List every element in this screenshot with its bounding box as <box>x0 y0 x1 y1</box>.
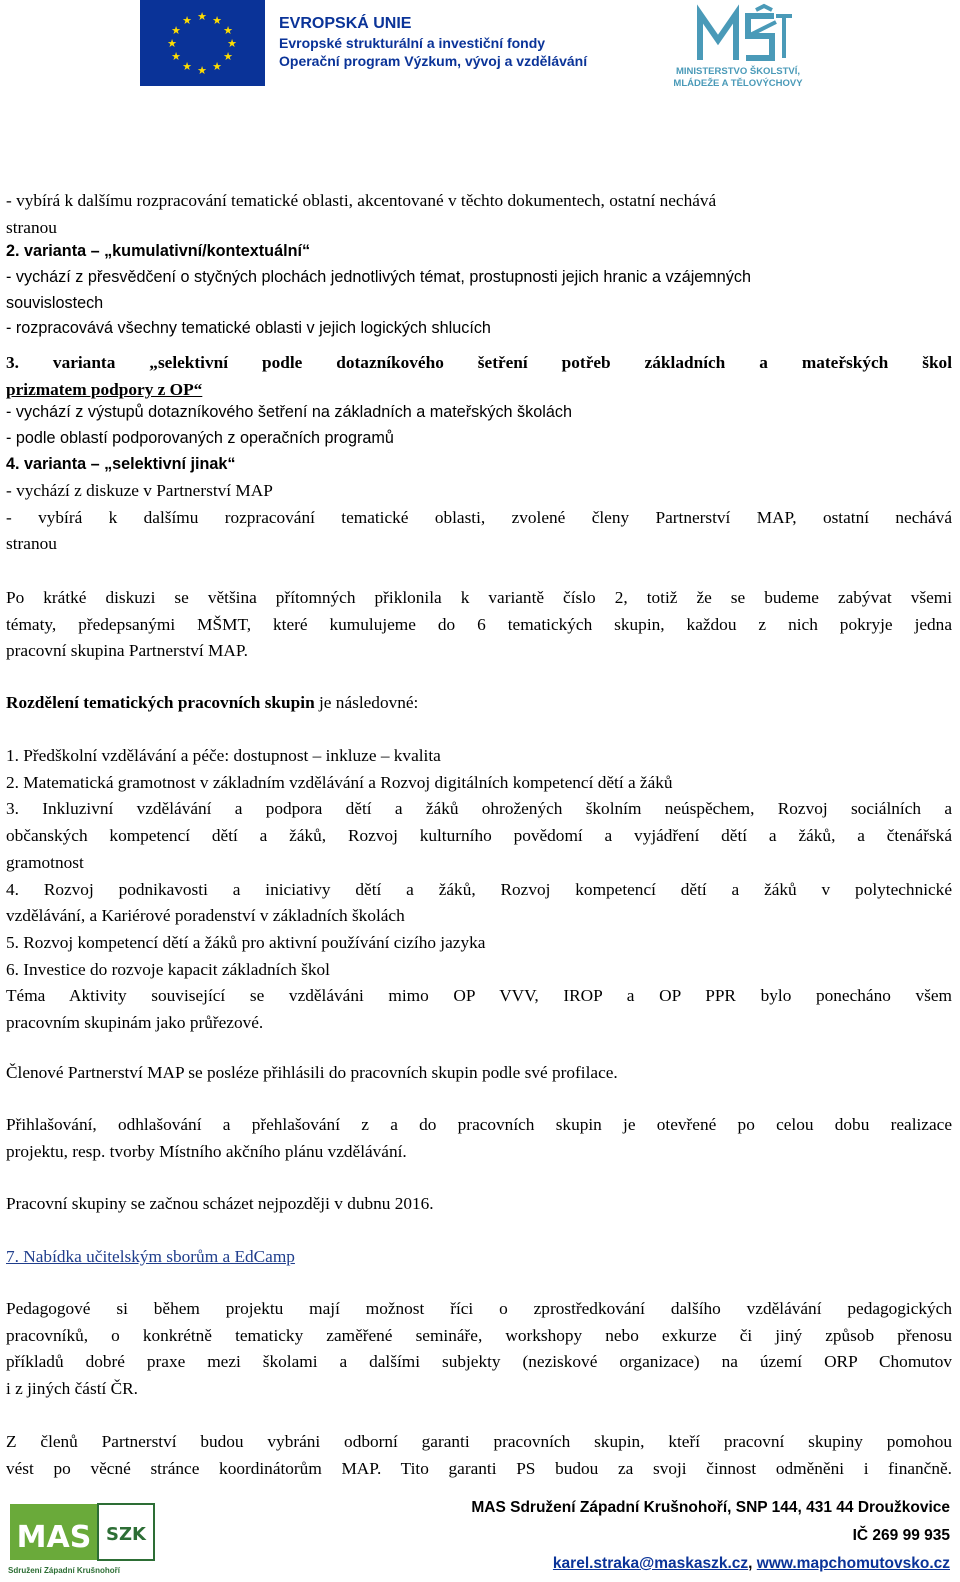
variant-4-heading: 4. varianta – „selektivní jinak“ <box>6 454 236 473</box>
paragraph-teachers <box>6 1296 952 1403</box>
email-link[interactable]: karel.straka@maskaszk.cz <box>552 1555 749 1572</box>
svg-text:★: ★ <box>171 24 181 37</box>
variant-2-heading: 2. varianta – „kumulativní/kontextuální“ <box>6 242 311 260</box>
variant-3-heading-cont: prizmatem podpory z OP“ <box>6 379 203 399</box>
svg-text:★: ★ <box>182 14 192 27</box>
mas-subtitle: Sdružení Západní Krušnohoří <box>8 1566 121 1575</box>
svg-text:★: ★ <box>212 60 222 73</box>
variant-4 <box>6 478 952 558</box>
list-item: 4. Rozvoj podnikavosti a iniciativy dětí a žáků, Rozvoj kompetencí dětí a žáků v polytechnické <box>6 879 952 899</box>
eu-title: EVROPSKÁ UNIE <box>279 15 412 32</box>
groups-heading <box>6 690 952 717</box>
footer-contact <box>330 1494 950 1578</box>
svg-text:SZK: SZK <box>106 1524 146 1545</box>
text-line: tématy, předepsanými MŠMT, které kumulujeme do 6 tematických skupin, každou z nich pokryje jedna <box>6 614 952 634</box>
text-line: vést po věcné stránce koordinátorům MAP. Tito garanti PS budou za svoji činnost odměněni i finančně. <box>6 1458 952 1478</box>
msmt-caption-line2: MLÁDEŽE A TĚLOVÝCHOVY <box>673 78 803 89</box>
text-line: stranou <box>6 534 57 554</box>
variant-3-details <box>6 400 952 477</box>
text-line: Pracovní skupiny se začnou scházet nejpozději v dubnu 2016. <box>6 1194 434 1213</box>
footer-org: MAS Sdružení Západní Krušnohoří, SNP 144, 431 44 Droužkovice <box>471 1499 950 1516</box>
text-line: i z jiných částí ČR. <box>6 1379 138 1399</box>
text-line: Přihlašování, odhlašování a přehlašování z a do pracovních skupin je otevřené po celou dobu realizace <box>6 1115 952 1134</box>
list-item: gramotnost <box>6 852 84 872</box>
text-line: souvislostech <box>6 293 104 312</box>
list-item: vzdělávání, a Kariérové poradenství v základních školách <box>6 906 405 926</box>
text-line: pracovníků, o konkrétně tematicky zaměřené semináře, workshopy nebo exkurze či jiný způsob přenosu <box>6 1325 952 1345</box>
eu-stars-icon <box>140 0 265 86</box>
svg-text:★: ★ <box>197 10 207 23</box>
paragraph-registration <box>6 1112 952 1165</box>
eu-funds: Evropské strukturální a investiční fondy <box>279 35 546 51</box>
text-line: příkladů dobré praxe mezi školami a dalšími subjekty (neziskové organizace) na území ORP Chomutov <box>6 1352 952 1372</box>
list-item: 6. Investice do rozvoje kapacit základních škol <box>6 959 330 979</box>
text-line: projektu, resp. tvorby Místního akčního plánu vzdělávání. <box>6 1141 407 1161</box>
eu-program: Operační program Výzkum, vývoj a vzdělávání <box>279 53 588 69</box>
variant-3-heading: 3. varianta „selektivní podle dotazníkového šetření potřeb základních a mateřských škol <box>6 353 952 372</box>
intro-block <box>6 188 952 241</box>
text-line: Členové Partnerství MAP se posléze přihlásili do pracovních skupin podle své profilace. <box>6 1063 618 1082</box>
msmt-caption-line1: MINISTERSTVO ŠKOLSTVÍ, <box>675 66 801 77</box>
eu-program-text <box>279 14 609 70</box>
text-line: stranou <box>6 217 57 237</box>
text-line: Téma Aktivity související se vzděláváni mimo OP VVV, IROP a OP PPR bylo ponecháno všem <box>6 986 952 1006</box>
footer-ic: IČ 269 99 935 <box>852 1527 950 1544</box>
svg-text:★: ★ <box>223 50 233 63</box>
msmt-logo-icon <box>648 2 828 66</box>
list-item: 5. Rozvoj kompetencí dětí a žáků pro aktivní používání cizího jazyka <box>6 932 486 952</box>
text-line: - vychází z výstupů dotazníkového šetření na základních a mateřských školách <box>6 403 572 421</box>
variant-2 <box>6 239 952 342</box>
svg-text:★: ★ <box>197 64 207 77</box>
groups-list <box>6 743 952 1037</box>
svg-text:★: ★ <box>171 50 181 63</box>
msmt-caption <box>648 66 828 90</box>
paragraph-guarantors <box>6 1429 952 1482</box>
eu-flag-logo <box>140 0 265 86</box>
text-line: Z členů Partnerství budou vybráni odborní garanti pracovních skupin, kteří pracovní skupiny pomohou <box>6 1432 952 1451</box>
text-line: - vychází z diskuze v Partnerství MAP <box>6 481 273 500</box>
paragraph-decision <box>6 585 952 665</box>
footer-separator: , <box>748 1555 757 1572</box>
svg-text:★: ★ <box>223 24 233 37</box>
mas-logo-icon <box>8 1490 158 1566</box>
list-item: 3. Inkluzivní vzdělávání a podpora dětí a žáků ohrožených školním neúspěchem, Rozvoj sociálních a <box>6 799 952 819</box>
paragraph-members <box>6 1060 952 1087</box>
list-item: 1. Předškolní vzdělávání a péče: dostupnost – inkluze – kvalita <box>6 746 441 765</box>
variant-3 <box>6 350 952 403</box>
text-line: Pedagogové si během projektu mají možnost říci o zprostředkování dalšího vzdělávání pedagogických <box>6 1299 952 1318</box>
text-line: - vybírá k dalšímu rozpracování tematické oblasti, akcentované v těchto dokumentech, ostatní nechává <box>6 191 717 210</box>
section-7-heading-wrap <box>6 1244 952 1271</box>
text-line: - vybírá k dalšímu rozpracování tematické oblasti, zvolené členy Partnerství MAP, ostatní nechává <box>6 507 952 527</box>
section-7-heading: 7. Nabídka učitelským sborům a EdCamp <box>6 1247 295 1266</box>
text-line: pracovní skupina Partnerství MAP. <box>6 641 248 661</box>
svg-text:★: ★ <box>227 37 237 50</box>
svg-text:★: ★ <box>167 37 177 50</box>
text-line: - podle oblastí podporovaných z operačních programů <box>6 428 394 447</box>
text-line: - rozpracovává všechny tematické oblasti v jejich logických shlucích <box>6 319 491 338</box>
svg-text:★: ★ <box>182 60 192 73</box>
paragraph-schedule <box>6 1191 952 1218</box>
svg-text:MAS: MAS <box>16 1520 92 1555</box>
groups-heading-bold: Rozdělení tematických pracovních skupin <box>6 693 315 712</box>
list-item: 2. Matematická gramotnost v základním vzdělávání a Rozvoj digitálních kompetencí dětí a žáků <box>6 772 673 792</box>
website-link[interactable]: www.mapchomutovsko.cz <box>756 1555 950 1572</box>
text-line: pracovním skupinám jako průřezové. <box>6 1013 264 1033</box>
footer-links <box>330 1550 950 1578</box>
mas-szk-logo <box>8 1490 158 1576</box>
list-item: občanských kompetencí dětí a žáků, Rozvoj kulturního povědomí a vyjádření dětí a žáků, a čtenářská <box>6 826 952 846</box>
svg-text:★: ★ <box>212 14 222 27</box>
text-line: Po krátké diskuzi se většina přítomných přiklonila k variantě číslo 2, totiž že se budeme zabývat všemi <box>6 588 952 607</box>
groups-heading-rest: je následovné: <box>314 693 419 712</box>
text-line: - vychází z přesvědčení o styčných plochách jednotlivých témat, prostupnosti jejich hranic a vzájemných <box>6 267 751 286</box>
